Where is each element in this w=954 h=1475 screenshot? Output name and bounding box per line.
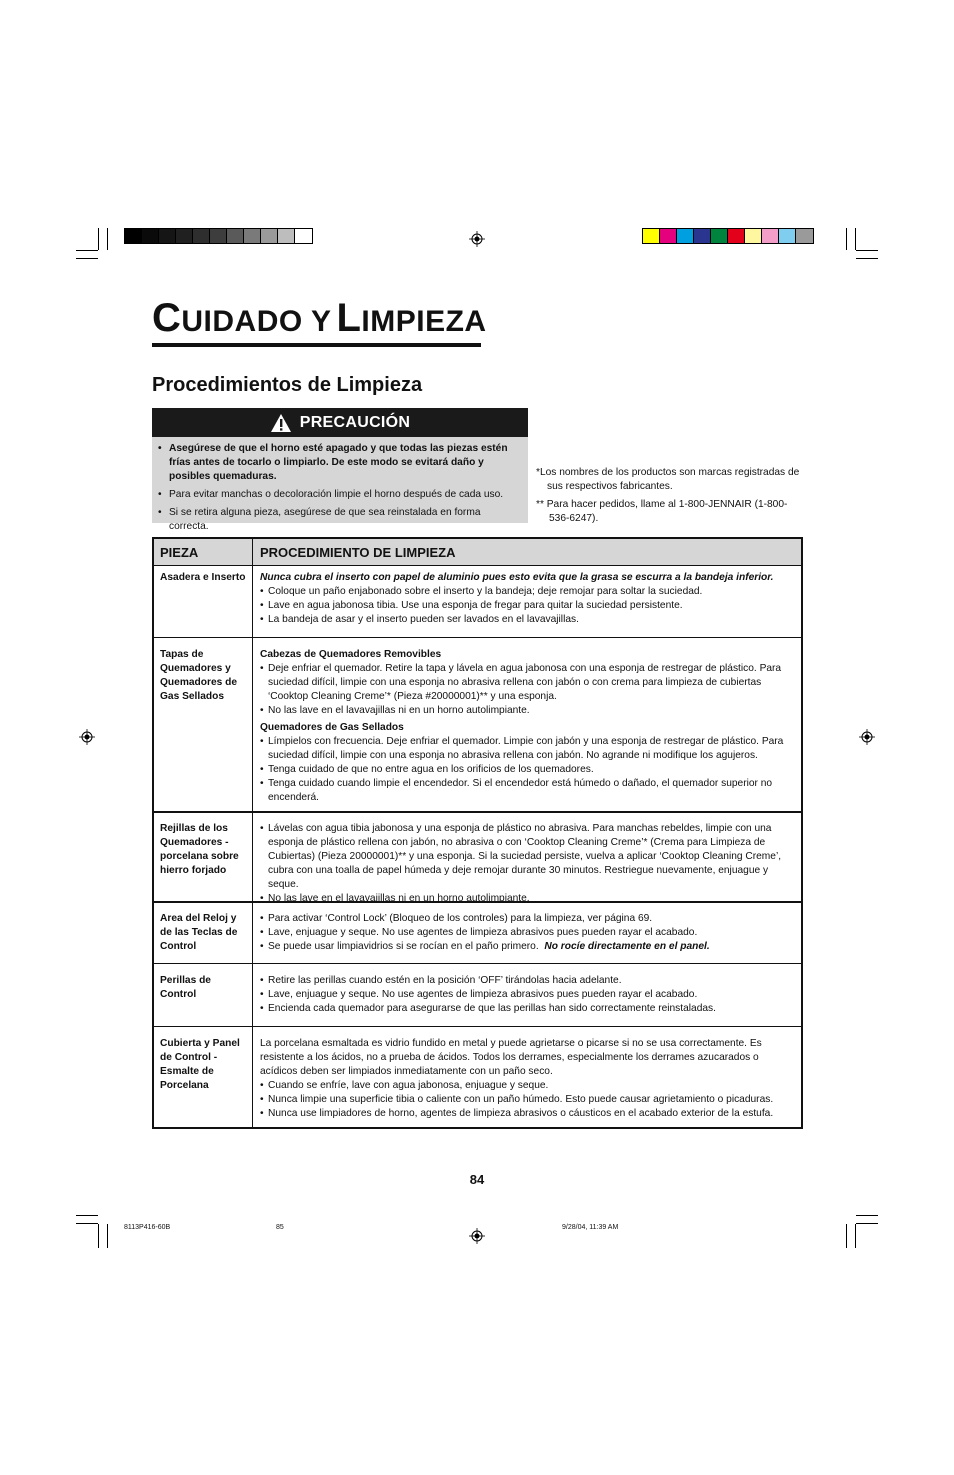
calibration-swatch <box>210 229 227 243</box>
crop-mark <box>76 250 98 251</box>
title-underline <box>152 343 481 347</box>
page-number: 84 <box>469 1172 485 1187</box>
procedure-cell <box>253 813 801 904</box>
footer-timestamp: 9/28/04, 11:39 AM <box>562 1224 619 1231</box>
calibration-swatch <box>278 229 295 243</box>
note-ordering: ** Para hacer pedidos, llame al 1-800-JENNAIR (1-800-536-6247). <box>536 499 788 524</box>
calibration-swatch <box>295 229 312 243</box>
list-item: • Lave, enjuague y seque. No use agentes de limpieza abrasivos pues pueden rayar el acabado. <box>260 926 795 940</box>
crop-mark <box>76 1215 98 1216</box>
caution-item: • Asegúrese de que el horno esté apagado y que todas las piezas estén frías antes de tocarlo o limpiarlo. De este modo se evitará daño y posibles quemaduras. <box>158 442 522 484</box>
list-item: • Nunca use limpiadores de horno, agentes de limpieza abrasivos o cáusticos en el acabado exterior de la estufa. <box>260 1107 795 1121</box>
caution-header <box>152 408 528 437</box>
calibration-swatch <box>125 229 142 243</box>
crop-mark <box>856 1215 878 1216</box>
calibration-swatch <box>244 229 261 243</box>
caution-item: • Para evitar manchas o decoloración limpie el horno después de cada uso. <box>158 488 522 502</box>
part-cell: Perillas de Control <box>154 964 253 1026</box>
subheading: Quemadores de Gas Sellados <box>260 722 404 733</box>
procedure-cell <box>253 1027 801 1127</box>
crop-mark <box>107 228 108 250</box>
calibration-swatch <box>745 229 762 243</box>
list-item: • Encienda cada quemador para asegurarse de que las perillas han sido correctamente reinstaladas. <box>260 1002 795 1016</box>
crop-mark <box>76 258 98 259</box>
trademark-notes <box>536 466 806 530</box>
table-row <box>154 565 801 637</box>
color-calibration-bar <box>642 228 814 244</box>
caution-box <box>152 408 528 532</box>
registration-mark-icon <box>469 1228 485 1244</box>
caution-heading: PRECAUCIÓN <box>299 413 411 431</box>
calibration-swatch <box>193 229 210 243</box>
table-header-row <box>154 539 801 565</box>
list-item: • No las lave en el lavavajillas ni en un horno autolimpiante. <box>260 892 795 906</box>
procedure-cell <box>253 903 801 963</box>
procedure-cell <box>253 638 801 811</box>
grayscale-calibration-bar <box>124 228 313 244</box>
part-cell: Cubierta y Panel de Control - Esmalte de Porcelana <box>154 1027 253 1127</box>
note-trademarks: *Los nombres de los productos son marcas registradas de sus respectivos fabricantes. <box>536 467 800 492</box>
footer-job-code: 8113P416-60B <box>124 1224 171 1231</box>
calibration-swatch <box>711 229 728 243</box>
calibration-swatch <box>142 229 159 243</box>
calibration-swatch <box>677 229 694 243</box>
paragraph: La porcelana esmaltada es vidrio fundido en metal y puede agrietarse o picarse si no se usa correctamente. Es resistente a los ácidos, no a prueba de ácidos. Todos los derrames, especialmente los derrames azucarados o acídicos deben ser limpiados inmediatamente con un paño seco. <box>260 1038 762 1077</box>
list-item: • Tenga cuidado cuando limpie el encendedor. Si el encendedor está húmedo o dañado, el quemador superior no encenderá. <box>260 777 795 805</box>
list-item: • Nunca limpie una superficie tibia o caliente con un paño húmedo. Esto puede causar agrietamiento o picaduras. <box>260 1093 795 1107</box>
crop-mark <box>855 228 856 250</box>
calibration-swatch <box>762 229 779 243</box>
section-heading: Procedimientos de Limpieza <box>152 374 423 396</box>
crop-mark <box>856 258 878 259</box>
list-item: • Retire las perillas cuando estén en la posición ‘OFF’ tirándolas hacia adelante. <box>260 974 795 988</box>
list-item: • No las lave en el lavavajillas ni en un horno autolimpiante. <box>260 704 795 718</box>
part-cell: Tapas de Quemadores y Quemadores de Gas Sellados <box>154 638 253 811</box>
calibration-swatch <box>694 229 711 243</box>
list-item: • Deje enfriar el quemador. Retire la tapa y lávela en agua jabonosa con una esponja de restregar de plástico. Para suciedad difícil, limpie con una esponja no abrasiva rellena con jabón o con crema para limpieza de cubiertas ‘Cooktop Cleaning Creme’* (Pieza #20000001)** y una esponja. <box>260 662 795 704</box>
caution-item: • Si se retira alguna pieza, asegúrese de que sea reinstalada en forma correcta. <box>158 506 522 534</box>
caution-list <box>152 437 528 534</box>
list-item: • La bandeja de asar y el inserto pueden ser lavados en el lavavajillas. <box>260 613 795 627</box>
footer-sheet-number: 85 <box>276 1224 284 1231</box>
part-cell: Asadera e Inserto <box>154 566 253 637</box>
part-cell: Rejillas de los Quemadores - porcelana sobre hierro forjado <box>154 813 253 901</box>
calibration-swatch <box>176 229 193 243</box>
column-header-part: PIEZA <box>154 539 253 565</box>
table-row <box>154 901 801 963</box>
crop-mark <box>846 228 847 250</box>
crop-mark <box>855 1224 856 1248</box>
list-item: • Cuando se enfríe, lave con agua jabonosa, enjuague y seque. <box>260 1079 795 1093</box>
calibration-swatch <box>261 229 278 243</box>
crop-mark <box>76 1223 98 1224</box>
panel-warning: No rocíe directamente en el panel. <box>544 941 710 952</box>
calibration-swatch <box>779 229 796 243</box>
crop-mark <box>856 1223 878 1224</box>
page-title: CUIDADO Y LIMPIEZA <box>152 296 487 340</box>
list-item: • Lave, enjuague y seque. No use agentes de limpieza abrasivos pues pueden rayar el acabado. <box>260 988 795 1002</box>
calibration-swatch <box>227 229 244 243</box>
crop-mark <box>107 1224 108 1248</box>
list-item: • Para activar ‘Control Lock’ (Bloqueo de los controles) para la limpieza, ver página 69. <box>260 912 795 926</box>
procedure-cell <box>253 566 801 637</box>
list-item: • Coloque un paño enjabonado sobre el inserto y la bandeja; deje remojar para soltar la suciedad. <box>260 585 795 599</box>
list-item: • Tenga cuidado de que no entre agua en los orificios de los quemadores. <box>260 763 795 777</box>
cleaning-procedures-table <box>152 537 803 1129</box>
part-cell: Area del Reloj y de las Teclas de Control <box>154 903 253 963</box>
warning-icon <box>270 413 292 433</box>
calibration-swatch <box>159 229 176 243</box>
table-row <box>154 637 801 811</box>
calibration-swatch <box>728 229 745 243</box>
registration-mark-icon <box>859 729 875 745</box>
crop-mark <box>98 228 99 250</box>
crop-mark <box>98 1224 99 1248</box>
calibration-swatch <box>660 229 677 243</box>
list-item: • Lávelas con agua tibia jabonosa y una esponja de plástico no abrasiva. Para manchas rebeldes, limpie con una esponja de plástico rellena con jabón, no abrasiva o con ‘Cooktop Cleaning Creme’* (Crema para Limpieza de Cubiertas) (Pieza 20000001)** y una esponja. Si la suciedad persiste, vuelva a aplicar ‘Cooktop Cleaning Creme’, cubra con una toalla de papel húmeda y deje remojar durante 30 minutos. Restriegue nuevamente, enjuague y seque. <box>260 822 795 892</box>
column-header-procedure: PROCEDIMIENTO DE LIMPIEZA <box>260 545 456 560</box>
subheading: Cabezas de Quemadores Removibles <box>260 649 442 660</box>
calibration-swatch <box>643 229 660 243</box>
registration-mark-icon <box>79 729 95 745</box>
table-row <box>154 811 801 904</box>
table-row <box>154 963 801 1026</box>
crop-mark <box>846 1224 847 1248</box>
list-item: • Lave en agua jabonosa tibia. Use una esponja de fregar para quitar la suciedad persistente. <box>260 599 795 613</box>
table-row <box>154 1026 801 1127</box>
calibration-swatch <box>796 229 813 243</box>
list-item: • Se puede usar limpiavidrios si se rocían en el paño primero. No rocíe directamente en el panel. <box>260 940 795 954</box>
registration-mark-icon <box>469 231 485 247</box>
list-item: • Límpielos con frecuencia. Deje enfriar el quemador. Limpie con jabón y una esponja de restregar de plástico. Para suciedad difícil, limpie con una esponja no abrasiva rellena con jabón. No agrande ni modifique los agujeros. <box>260 735 795 763</box>
warning-lead: Nunca cubra el inserto con papel de aluminio pues esto evita que la grasa se escurra a la bandeja inferior. <box>260 572 774 583</box>
crop-mark <box>856 250 878 251</box>
procedure-cell <box>253 964 801 1026</box>
